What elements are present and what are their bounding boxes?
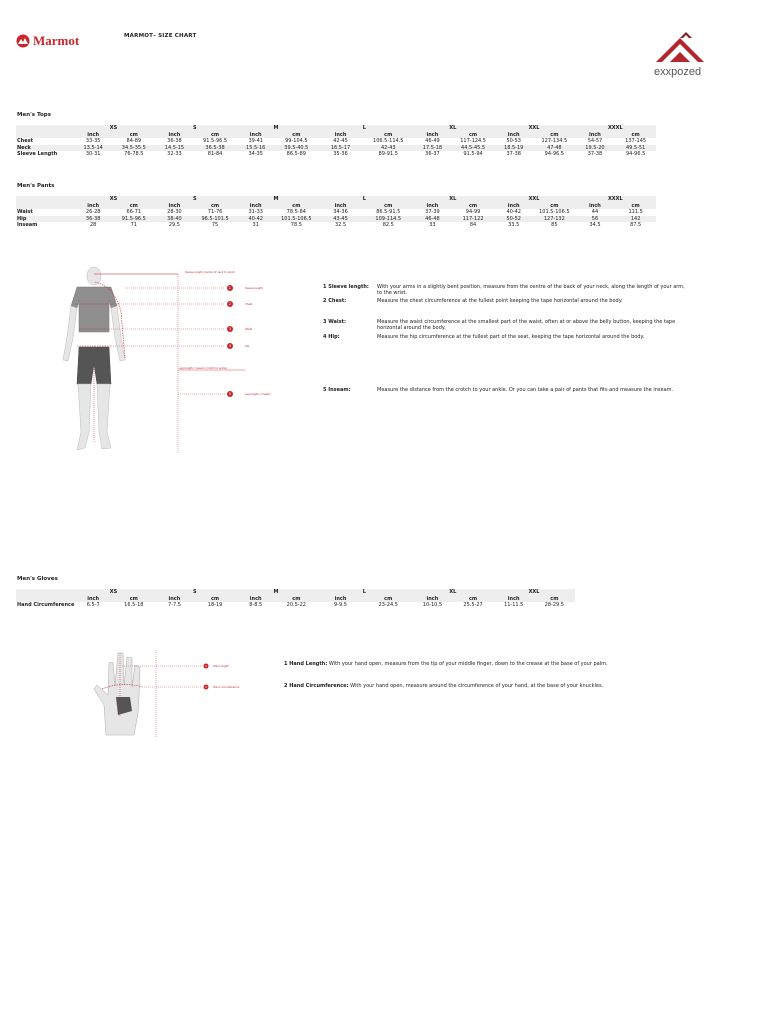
table-cell: 37-38	[493, 151, 534, 158]
table-cell: 36-37	[412, 151, 453, 158]
table-cell: 30-31	[73, 151, 114, 158]
table-cell: 14.5-15	[154, 145, 195, 152]
size-header: S	[154, 589, 235, 596]
unit-header: cm	[453, 596, 494, 603]
unit-header: inch	[412, 203, 453, 210]
unit-header: inch	[73, 203, 114, 210]
hand-instr-text-circumference: With your hand open, measure around the circumference of your hand, at the base of your knuckles.	[350, 683, 604, 689]
fig-label-inseam: Leg length / Inseam	[245, 393, 271, 396]
unit-header: cm	[195, 132, 236, 139]
size-header: XL	[412, 589, 493, 596]
table-cell: 35-36	[317, 151, 365, 158]
table-cell: 78.5	[276, 222, 317, 229]
hand-label-length: Hand length	[213, 665, 229, 668]
table-cell: 44	[575, 209, 616, 216]
table-cell: 42-45	[317, 138, 365, 145]
instr-text-waist: Measure the waist circumference at the smallest part of the waist, often at or above the belly button, keeping the tape horizontal around the body.	[377, 319, 676, 332]
table-cell: 34-35	[235, 151, 276, 158]
size-header: XS	[73, 125, 154, 132]
unit-header: cm	[276, 203, 317, 210]
unit-header: inch	[235, 132, 276, 139]
size-header: M	[235, 125, 316, 132]
svg-text:1: 1	[205, 664, 207, 669]
size-header: XXXL	[575, 196, 656, 203]
tops-table	[16, 125, 656, 158]
table-cell: 85	[534, 222, 575, 229]
hand-instr-length	[284, 661, 704, 667]
table-cell: 87.5	[615, 222, 656, 229]
fig-label-chest: Chest	[245, 303, 253, 306]
table-cell: 43-45	[317, 216, 365, 223]
table-cell: 33.5	[493, 222, 534, 229]
table-cell: 76-78.5	[114, 151, 155, 158]
unit-header: inch	[575, 203, 616, 210]
unit-header: cm	[276, 596, 317, 603]
size-header: L	[317, 125, 412, 132]
table-cell: 29.5	[154, 222, 195, 229]
table-cell: 91.5-96.5	[195, 138, 236, 145]
instr-text-chest: Measure the chest circumference at the fullest point keeping the tape horizontal around the body.	[377, 298, 623, 304]
table-cell: 91.5-94	[453, 151, 494, 158]
table-cell: 94-96.5	[615, 151, 656, 158]
table-cell: 50-52	[493, 216, 534, 223]
svg-text:4: 4	[228, 344, 232, 349]
table-cell: 32.5	[317, 222, 365, 229]
table-cell: 66-71	[114, 209, 155, 216]
unit-header: cm	[534, 132, 575, 139]
partner-name: exxpozed	[654, 66, 702, 78]
table-cell: 47-48	[534, 145, 575, 152]
table-cell: 86.5-89	[276, 151, 317, 158]
table-cell: 49.5-51	[615, 145, 656, 152]
svg-text:1: 1	[228, 286, 232, 291]
table-cell: 17.5-18	[412, 145, 453, 152]
table-cell: 36.5-38	[195, 145, 236, 152]
table-cell: 101.5-106.5	[534, 209, 575, 216]
table-cell: 6.5-7	[73, 602, 114, 609]
table-cell: 99-104.5	[276, 138, 317, 145]
table-cell: 40-42	[493, 209, 534, 216]
table-cell: 78.5-84	[276, 209, 317, 216]
table-cell: 71-76	[195, 209, 236, 216]
hand-instr-key-circumference: 2 Hand Circumference:	[284, 683, 349, 689]
table-cell: 38-40	[154, 216, 195, 223]
table-cell: 36-38	[73, 216, 114, 223]
table-cell: 101.5-106.5	[276, 216, 317, 223]
table-cell: 137-145	[615, 138, 656, 145]
size-header: XXL	[493, 196, 574, 203]
unit-header: cm	[364, 596, 412, 603]
instr-key-chest: 2 Chest:	[323, 298, 347, 304]
table-cell: 84-89	[114, 138, 155, 145]
unit-header: inch	[317, 203, 365, 210]
unit-header: cm	[114, 596, 155, 603]
size-header: L	[317, 589, 412, 596]
table-cell: 46-49	[412, 138, 453, 145]
pants-table	[16, 196, 656, 229]
table-cell: 28	[73, 222, 114, 229]
table-cell: 19.5-20	[575, 145, 616, 152]
unit-header: inch	[317, 132, 365, 139]
table-cell: 54-57	[575, 138, 616, 145]
size-header: M	[235, 589, 316, 596]
table-cell: 25.5-27	[453, 602, 494, 609]
table-cell: 32-33	[154, 151, 195, 158]
table-cell: 81-84	[195, 151, 236, 158]
table-cell: 86.5-91.5	[364, 209, 412, 216]
unit-header: inch	[412, 596, 453, 603]
unit-header: cm	[114, 203, 155, 210]
unit-header: inch	[154, 596, 195, 603]
unit-header: cm	[615, 203, 656, 210]
table-cell: 28-30	[154, 209, 195, 216]
hand-measurement-figure	[82, 645, 262, 740]
unit-header: inch	[235, 596, 276, 603]
table-cell: 28-29.5	[534, 602, 575, 609]
table-row	[16, 602, 656, 609]
table-cell: 71	[114, 222, 155, 229]
instr-key-inseam: 5 Inseam:	[323, 387, 351, 393]
table-cell: 117-124.5	[453, 138, 494, 145]
unit-header: inch	[493, 132, 534, 139]
table-cell: 11-11.5	[493, 602, 534, 609]
unit-header: cm	[195, 596, 236, 603]
table-cell: 56	[575, 216, 616, 223]
svg-text:2: 2	[205, 685, 207, 690]
tops-title: Men's Tops	[17, 112, 52, 118]
size-header: XS	[73, 589, 154, 596]
row-label: Waist	[16, 209, 73, 216]
instr-key-sleeve: 1 Sleeve length:	[323, 284, 369, 290]
size-header: S	[154, 125, 235, 132]
unit-header: inch	[154, 132, 195, 139]
size-header: XXXL	[575, 125, 656, 132]
size-header: S	[154, 196, 235, 203]
marmot-logo	[16, 32, 96, 50]
unit-header: inch	[493, 596, 534, 603]
size-header: L	[317, 196, 412, 203]
unit-header: cm	[534, 596, 575, 603]
unit-header: inch	[235, 203, 276, 210]
table-cell: 94-99	[453, 209, 494, 216]
table-row	[16, 151, 656, 158]
gloves-title: Men's Gloves	[17, 576, 58, 582]
table-cell: 111.5	[615, 209, 656, 216]
fig-label-hip: Hip	[245, 345, 250, 348]
table-cell: 9-9.5	[317, 602, 365, 609]
row-label: Neck	[16, 145, 73, 152]
brand-name: Marmot	[33, 33, 80, 48]
svg-text:5: 5	[228, 392, 232, 397]
table-cell: 15.5-16	[235, 145, 276, 152]
row-label: Sleeve Length	[16, 151, 73, 158]
row-label: Hand Circumference	[17, 602, 75, 608]
table-cell: 96.5-101.5	[195, 216, 236, 223]
size-header: XS	[73, 196, 154, 203]
table-cell: 36-38	[154, 138, 195, 145]
table-cell: 23-24.5	[364, 602, 412, 609]
table-cell: 16.5-18	[114, 602, 155, 609]
unit-header: cm	[615, 132, 656, 139]
hand-instr-text-length: With your hand open, measure from the tip of your middle finger, down to the crease at the base of your palm.	[328, 661, 608, 667]
unit-header: inch	[317, 596, 365, 603]
gloves-table	[16, 589, 656, 609]
body-figure-illustration	[55, 262, 280, 457]
table-cell: 46-48	[412, 216, 453, 223]
table-cell: 31-33	[235, 209, 276, 216]
row-label: Hip	[16, 216, 73, 223]
unit-header: cm	[114, 132, 155, 139]
size-header: M	[235, 196, 316, 203]
table-cell: 94-96.5	[534, 151, 575, 158]
table-cell: 50-53	[493, 138, 534, 145]
fig-label-top: Sleeve length (centre of neck to wrist)	[185, 271, 235, 274]
body-measurement-figure	[55, 262, 280, 457]
table-cell: 18-19	[195, 602, 236, 609]
mountain-logo-icon	[652, 32, 720, 68]
pants-title: Men's Pants	[17, 183, 55, 189]
size-header: XXL	[493, 589, 574, 596]
fig-label-leg: Leg length / Inseam (crotch to ankle)	[179, 367, 227, 370]
instr-text-inseam: Measure the distance from the crotch to your ankle. Or you can take a pair of pants that fits and measure the inseam.	[377, 387, 674, 393]
unit-header: inch	[73, 132, 114, 139]
table-cell: 82.5	[364, 222, 412, 229]
unit-header: cm	[453, 203, 494, 210]
marmot-logo-icon	[16, 34, 30, 48]
table-cell: 117-122	[453, 216, 494, 223]
table-cell: 26-28	[73, 209, 114, 216]
table-cell: 8-8.5	[235, 602, 276, 609]
document-title: MARMOT– SIZE CHART	[124, 33, 197, 39]
table-cell: 40-42	[235, 216, 276, 223]
unit-header: cm	[364, 203, 412, 210]
table-cell: 39.5-40.5	[276, 145, 317, 152]
svg-text:2: 2	[228, 302, 232, 307]
size-header: XL	[412, 125, 493, 132]
table-cell: 31	[235, 222, 276, 229]
unit-header: inch	[73, 596, 114, 603]
fig-label-sleeve: Sleeve length	[245, 287, 263, 290]
hand-figure-illustration	[82, 645, 262, 740]
table-cell: 10-10.5	[412, 602, 453, 609]
unit-header: cm	[364, 132, 412, 139]
unit-header: cm	[534, 203, 575, 210]
hand-instr-circumference	[284, 683, 704, 689]
table-cell: 42-43	[364, 145, 412, 152]
table-cell: 106.5-114.5	[364, 138, 412, 145]
table-cell: 127-134.5	[534, 138, 575, 145]
unit-header: inch	[412, 132, 453, 139]
table-row	[16, 222, 656, 229]
table-cell: 16.5-17	[317, 145, 365, 152]
table-cell: 34.5-35.5	[114, 145, 155, 152]
unit-header: cm	[453, 132, 494, 139]
unit-header: cm	[195, 203, 236, 210]
table-cell: 13.5-14	[73, 145, 114, 152]
table-cell: 33	[412, 222, 453, 229]
table-cell: 18.5-19	[493, 145, 534, 152]
unit-header: cm	[276, 132, 317, 139]
table-cell: 33-35	[73, 138, 114, 145]
svg-text:3: 3	[228, 327, 232, 332]
table-cell: 75	[195, 222, 236, 229]
table-cell: 34-36	[317, 209, 365, 216]
table-cell: 84	[453, 222, 494, 229]
fig-label-waist: Waist	[245, 328, 253, 331]
instr-key-hip: 4 Hip:	[323, 334, 340, 340]
table-cell: 44.5-45.5	[453, 145, 494, 152]
instr-text-hip: Measure the hip circumference at the fullest part of the seat, keeping the tape horizontal around the body.	[377, 334, 645, 340]
table-cell: 37-38	[575, 151, 616, 158]
table-cell: 127-132	[534, 216, 575, 223]
table-cell: 39-41	[235, 138, 276, 145]
instr-key-waist: 3 Waist:	[323, 319, 347, 325]
table-cell: 34.5	[575, 222, 616, 229]
size-header: XL	[412, 196, 493, 203]
table-cell: 20.5-22	[276, 602, 317, 609]
size-header: XXL	[493, 125, 574, 132]
unit-header: inch	[154, 203, 195, 210]
table-cell: 91.5-96.5	[114, 216, 155, 223]
table-cell: 37-39	[412, 209, 453, 216]
hand-label-circumference: Hand circumference	[213, 686, 240, 689]
exxpozed-logo	[652, 32, 720, 80]
table-cell: 89-91.5	[364, 151, 412, 158]
hand-instr-key-length: 1 Hand Length:	[284, 661, 328, 667]
table-cell: 7-7.5	[154, 602, 195, 609]
row-label: Chest	[16, 138, 73, 145]
table-cell: 109-114.5	[364, 216, 412, 223]
table-cell: 142	[615, 216, 656, 223]
instr-text-sleeve: With your arms in a slightly bent position, measure from the centre of the back of your neck, along the length of your arm, to the wrist.	[377, 284, 685, 297]
unit-header: inch	[575, 132, 616, 139]
row-label: Inseam	[16, 222, 73, 229]
unit-header: inch	[493, 203, 534, 210]
